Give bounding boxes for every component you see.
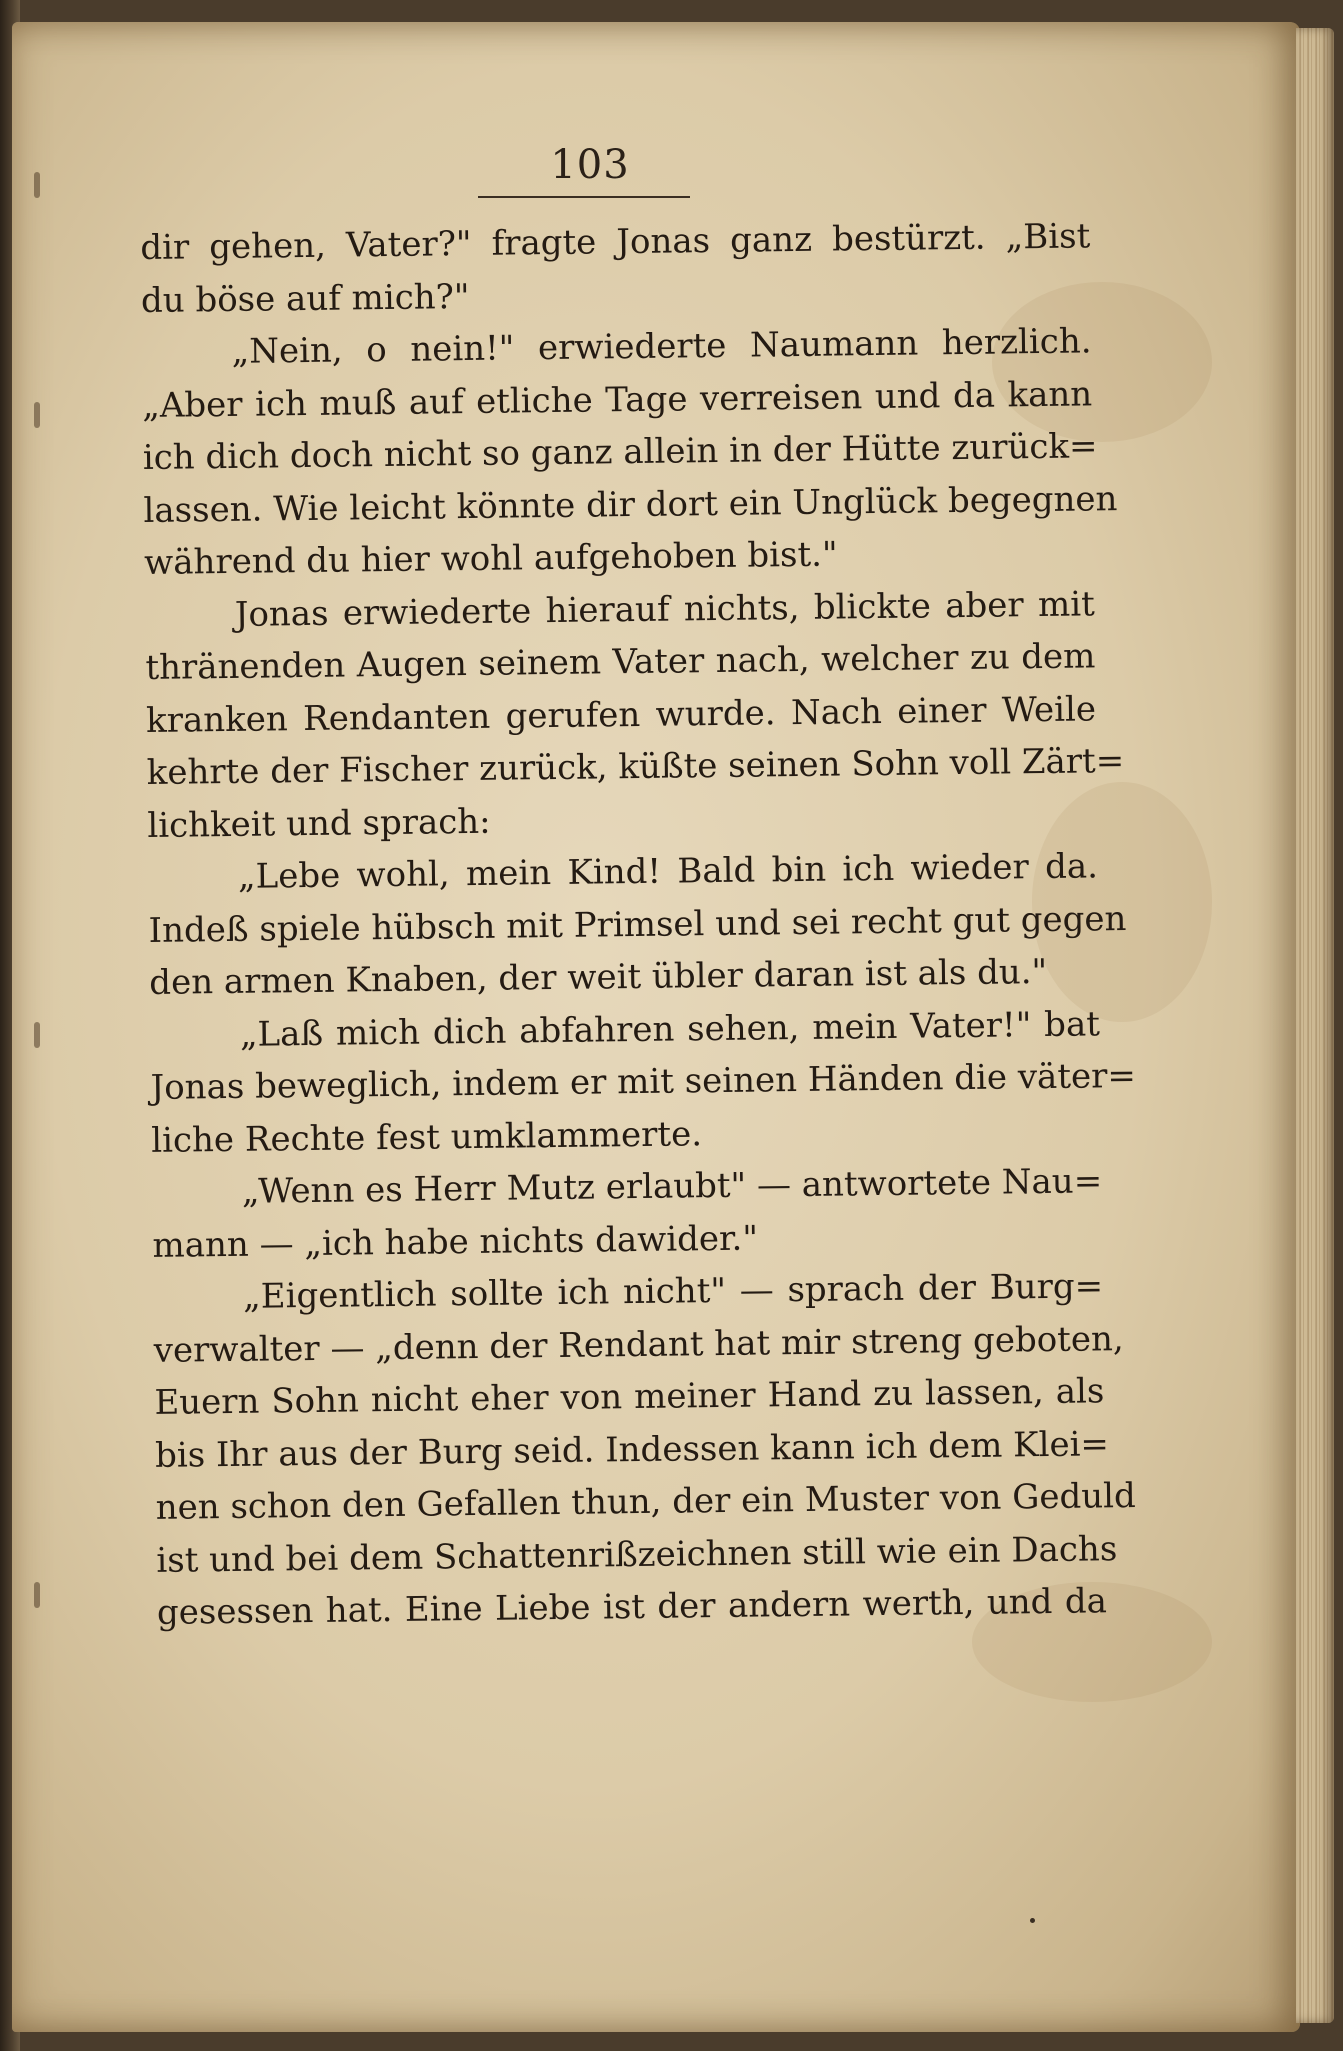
text-line: „Nein, o nein!" erwiederte Naumann herzlich. <box>231 321 1092 372</box>
text-line: mann — „ich habe nichts dawider." <box>152 1218 759 1266</box>
text-line: „Laß mich dich abfahren sehen, mein Vater!" bat <box>239 1003 1101 1055</box>
text-line: kehrte der Fischer zurück, küßte seinen Sohn voll Zärt= <box>146 741 1125 793</box>
binding-stitch <box>34 1022 40 1048</box>
text-line: thränenden Augen seinem Vater nach, welcher zu dem <box>145 636 1096 688</box>
text-line: verwalter — „denn der Rendant hat mir streng geboten, <box>153 1318 1124 1371</box>
text-line: „Lebe wohl, mein Kind! Bald bin ich wieder da. <box>237 846 1099 897</box>
binding-stitch <box>34 1582 40 1608</box>
text-line: Euern Sohn nicht eher von meiner Hand zu lassen, als <box>154 1371 1105 1423</box>
text-line: ist und bei dem Schattenrißzeichnen still wie ein Dachs <box>156 1528 1118 1581</box>
text-line: kranken Rendanten gerufen wurde. Nach einer Weile <box>145 688 1097 741</box>
text-line: während du hier wohl aufgehoben bist." <box>143 534 838 583</box>
text-line: nen schon den Gefallen thun, der ein Muster von Geduld <box>155 1475 1137 1528</box>
text-line: gesessen hat. Eine Liebe ist der andern werth, und da <box>156 1581 1108 1633</box>
text-line: Jonas erwiederte hierauf nichts, blickte aber mit <box>234 583 1095 635</box>
text-line: liche Rechte fest umklammerte. <box>150 1113 703 1161</box>
text-line: dir gehen, Vater?" fragte Jonas ganz bestürzt. „Bist <box>140 216 1091 268</box>
text-line: „Aber ich muß auf etliche Tage verreisen und da kann <box>141 373 1093 426</box>
text-line: bis Ihr aus der Burg seid. Indessen kann ich dem Klei= <box>154 1423 1110 1476</box>
binding-stitch <box>34 402 40 428</box>
text-line: Jonas beweglich, indem er mit seinen Händen die väter= <box>150 1055 1137 1108</box>
text-line: „Eigentlich sollte ich nicht" — sprach der Burg= <box>242 1266 1104 1317</box>
page-edges <box>1296 28 1334 2023</box>
ink-dot <box>1030 1918 1035 1923</box>
text-line: ich dich doch nicht so ganz allein in der Hütte zurück= <box>142 426 1098 478</box>
body-text <box>140 210 1137 1639</box>
text-line: lassen. Wie leicht könnte dir dort ein Unglück begegnen <box>143 478 1118 531</box>
text-line: „Wenn es Herr Mutz erlaubt" — antwortete Nau= <box>241 1161 1103 1212</box>
binding-stitch <box>34 172 40 198</box>
page-number: 103 <box>550 142 630 188</box>
text-line: lichkeit und sprach: <box>147 801 491 846</box>
text-line: du böse auf mich?" <box>140 276 470 321</box>
text-line: Indeß spiele hübsch mit Primsel und sei recht gut gegen <box>148 898 1127 951</box>
text-line: den armen Knaben, der weit übler daran ist als du." <box>149 951 1048 1003</box>
header-rule <box>478 196 690 198</box>
